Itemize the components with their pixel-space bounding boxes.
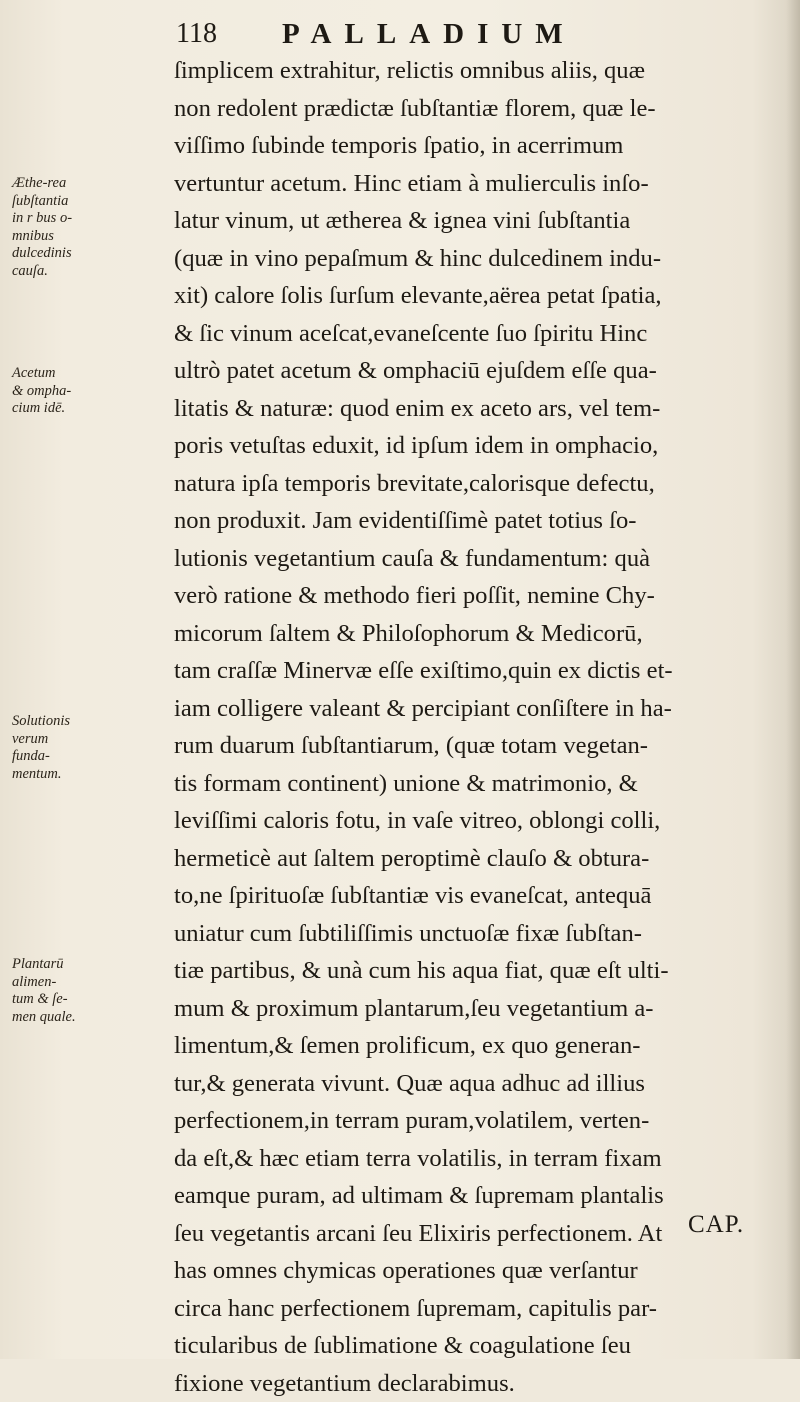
text-line: leviſſimi caloris fotu, in vaſe vitreo, oblongi colli, [174, 802, 784, 840]
margin-note-solutionis [12, 713, 162, 783]
text-line: lutionis vegetantium cauſa & fundamentum: quà [174, 540, 784, 578]
margin-note-aetherea [12, 175, 162, 281]
margin-note-acetum [12, 365, 162, 418]
page-number: 118 [176, 18, 217, 50]
text-line: verò ratione & methodo fieri poſſit, nemine Chy- [174, 577, 784, 615]
text-line: tis formam continent) unione & matrimonio, & [174, 765, 784, 803]
text-line: vertuntur acetum. Hinc etiam à mulierculis inſo- [174, 165, 784, 203]
text-line: tiæ partibus, & unà cum his aqua fiat, quæ eſt ulti- [174, 952, 784, 990]
text-line: ultrò patet acetum & omphaciū ejuſdem eſſe qua- [174, 352, 784, 390]
margin-note-line: Solutionis [12, 713, 162, 731]
text-line: perfectionem,in terram puram,volatilem, verten- [174, 1102, 784, 1140]
margin-note-plantarum [12, 956, 162, 1026]
text-line: tam craſſæ Minervæ eſſe exiſtimo,quin ex dictis et- [174, 652, 784, 690]
margin-note-line: & ompha- [12, 383, 162, 401]
text-line: da eſt,& hæc etiam terra volatilis, in terram fixam [174, 1140, 784, 1178]
text-line: iam colligere valeant & percipiant conſiſtere in ha- [174, 690, 784, 728]
margin-note-line: Acetum [12, 365, 162, 383]
margin-note-line: Æthe-rea [12, 175, 162, 193]
text-line: ſeu vegetantis arcani ſeu Elixiris perfectionem. At [174, 1215, 784, 1253]
margin-note-line: alimen- [12, 974, 162, 992]
text-line: litatis & naturæ: quod enim ex aceto ars, vel tem- [174, 390, 784, 428]
text-line: uniatur cum ſubtiliſſimis unctuoſæ fixæ ſubſtan- [174, 915, 784, 953]
text-line: ticularibus de ſublimatione & coagulatione ſeu [174, 1327, 784, 1365]
margin-note-line: mentum. [12, 766, 162, 784]
text-line: ſimplicem extrahitur, relictis omnibus aliis, quæ [174, 52, 784, 90]
margin-note-line: verum [12, 731, 162, 749]
margin-note-line: tum & ſe- [12, 991, 162, 1009]
text-line: eamque puram, ad ultimam & ſupremam plantalis [174, 1177, 784, 1215]
margin-note-line: mnibus [12, 228, 162, 246]
text-line: micorum ſaltem & Philoſophorum & Medicorū, [174, 615, 784, 653]
text-line: non redolent prædictæ ſubſtantiæ florem, quæ le- [174, 90, 784, 128]
text-line: mum & proximum plantarum,ſeu vegetantium a- [174, 990, 784, 1028]
text-line: (quæ in vino pepaſmum & hinc dulcedinem indu- [174, 240, 784, 278]
margin-note-line: cium idē. [12, 400, 162, 418]
text-line: to,ne ſpirituoſæ ſubſtantiæ vis evaneſcat, antequā [174, 877, 784, 915]
margin-note-line: men quale. [12, 1009, 162, 1027]
text-line: non produxit. Jam evidentiſſimè patet totius ſo- [174, 502, 784, 540]
text-line: & ſic vinum aceſcat,evaneſcente ſuo ſpiritu Hinc [174, 315, 784, 353]
margin-note-line: in r bus o- [12, 210, 162, 228]
text-line: fixione vegetantium declarabimus. [174, 1365, 784, 1402]
text-line: rum duarum ſubſtantiarum, (quæ totam vegetan- [174, 727, 784, 765]
margin-note-line: Plantarū [12, 956, 162, 974]
margin-note-line: funda- [12, 748, 162, 766]
text-line: latur vinum, ut ætherea & ignea vini ſubſtantia [174, 202, 784, 240]
margin-note-line: ſubſtantia [12, 193, 162, 211]
text-line: tur,& generata vivunt. Quæ aqua adhuc ad illius [174, 1065, 784, 1103]
text-line: xit) calore ſolis ſurſum elevante,aërea petat ſpatia, [174, 277, 784, 315]
text-line: hermeticè aut ſaltem peroptimè clauſo & obtura- [174, 840, 784, 878]
text-line: has omnes chymicas operationes quæ verſantur [174, 1252, 784, 1290]
running-title: PALLADIUM [282, 18, 576, 51]
main-text-block [174, 52, 784, 1402]
text-line: circa hanc perfectionem ſupremam, capitulis par- [174, 1290, 784, 1328]
text-line: limentum,& ſemen prolificum, ex quo generan- [174, 1027, 784, 1065]
margin-note-line: dulcedinis [12, 245, 162, 263]
text-line: viſſimo ſubinde temporis ſpatio, in acerrimum [174, 127, 784, 165]
catchword: CAP. [688, 1211, 744, 1239]
text-line: poris vetuſtas eduxit, id ipſum idem in omphacio, [174, 427, 784, 465]
margin-note-line: cauſa. [12, 263, 162, 281]
text-line: natura ipſa temporis brevitate,calorisque defectu, [174, 465, 784, 503]
